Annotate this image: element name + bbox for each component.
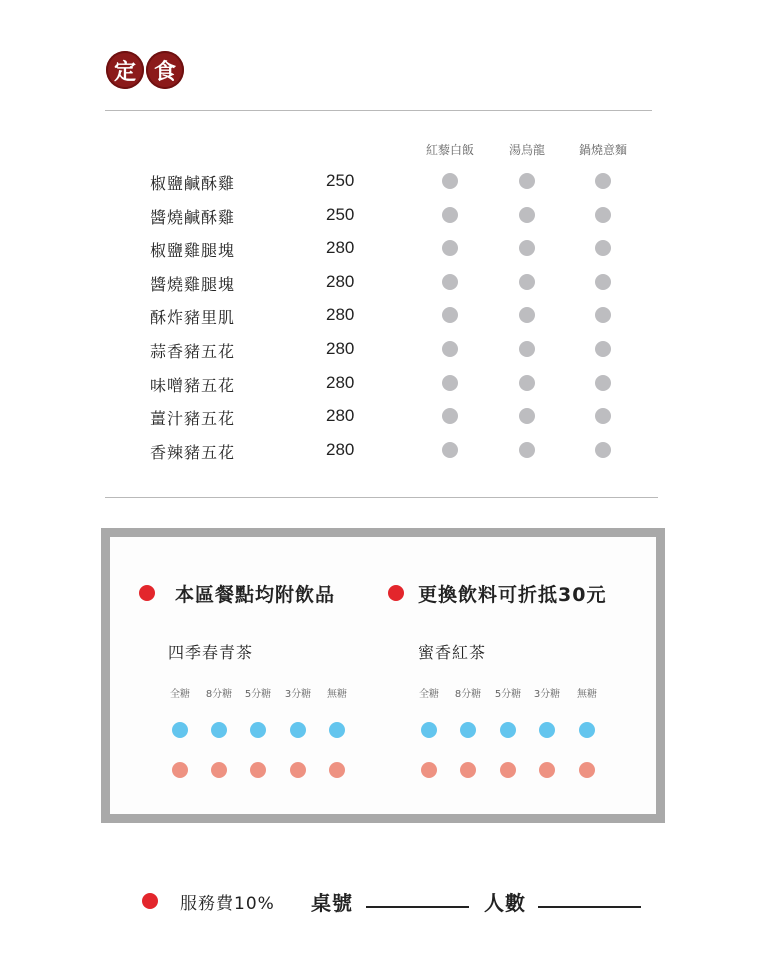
- badge-ding: 定: [106, 51, 144, 89]
- ice-option-dot[interactable]: [329, 722, 345, 738]
- ice-option-dot[interactable]: [211, 722, 227, 738]
- hot-option-dot[interactable]: [539, 762, 555, 778]
- drink-change-note: 更換飲料可折抵30元: [418, 584, 607, 606]
- included-drink-note: 本區餐點均附飲品: [175, 584, 336, 606]
- option-dot[interactable]: [595, 408, 611, 424]
- drinks-box: [101, 528, 665, 823]
- sugar-label: 8分糖: [205, 689, 233, 700]
- divider-top: [105, 110, 652, 111]
- column-header-rice: 紅藜白飯: [425, 143, 474, 157]
- option-dot[interactable]: [595, 274, 611, 290]
- item-name: 醬燒鹹酥雞: [150, 208, 236, 227]
- table-number-label: 桌號: [311, 891, 353, 915]
- sugar-label: 5分糖: [244, 689, 272, 700]
- column-header-noodle: 鍋燒意麵: [578, 143, 627, 157]
- divider-middle: [105, 497, 658, 498]
- hot-option-dot[interactable]: [250, 762, 266, 778]
- option-dot[interactable]: [519, 207, 535, 223]
- sugar-label: 無糖: [327, 689, 347, 700]
- bullet-dot: [388, 585, 404, 601]
- column-header-udon: 湯烏龍: [508, 143, 545, 157]
- option-dot[interactable]: [442, 408, 458, 424]
- item-price: 280: [326, 406, 355, 425]
- hot-option-dot[interactable]: [500, 762, 516, 778]
- sugar-label: 無糖: [577, 689, 597, 700]
- item-name: 椒鹽鹹酥雞: [150, 174, 236, 193]
- hot-option-dot[interactable]: [172, 762, 188, 778]
- hot-option-dot[interactable]: [421, 762, 437, 778]
- option-dot[interactable]: [442, 375, 458, 391]
- ice-option-dot[interactable]: [539, 722, 555, 738]
- item-name: 椒鹽雞腿塊: [150, 241, 236, 260]
- item-name: 薑汁豬五花: [150, 409, 236, 428]
- option-dot[interactable]: [519, 274, 535, 290]
- item-price: 250: [326, 205, 355, 224]
- item-name: 醬燒雞腿塊: [150, 275, 236, 294]
- item-price: 280: [326, 339, 355, 358]
- sugar-label: 3分糖: [284, 689, 312, 700]
- sugar-label: 5分糖: [494, 689, 522, 700]
- option-dot[interactable]: [519, 173, 535, 189]
- option-dot[interactable]: [595, 307, 611, 323]
- sugar-label: 全糖: [419, 689, 439, 700]
- service-charge-note: 服務費10%: [180, 894, 275, 914]
- party-size-label: 人數: [484, 891, 526, 915]
- ice-option-dot[interactable]: [460, 722, 476, 738]
- option-dot[interactable]: [519, 375, 535, 391]
- option-dot[interactable]: [595, 375, 611, 391]
- item-price: 280: [326, 373, 355, 392]
- option-dot[interactable]: [595, 207, 611, 223]
- option-dot[interactable]: [442, 341, 458, 357]
- option-dot[interactable]: [442, 274, 458, 290]
- tea-name-black: 蜜香紅茶: [418, 643, 487, 662]
- item-price: 280: [326, 440, 355, 459]
- hot-option-dot[interactable]: [329, 762, 345, 778]
- hot-option-dot[interactable]: [460, 762, 476, 778]
- ice-option-dot[interactable]: [172, 722, 188, 738]
- item-price: 280: [326, 305, 355, 324]
- item-name: 蒜香豬五花: [150, 342, 236, 361]
- sugar-label: 8分糖: [454, 689, 482, 700]
- badge-shi: 食: [146, 51, 184, 89]
- sugar-label: 全糖: [170, 689, 190, 700]
- table-number-blank[interactable]: [366, 906, 469, 908]
- item-price: 280: [326, 272, 355, 291]
- option-dot[interactable]: [595, 240, 611, 256]
- option-dot[interactable]: [442, 307, 458, 323]
- option-dot[interactable]: [442, 207, 458, 223]
- ice-option-dot[interactable]: [421, 722, 437, 738]
- option-dot[interactable]: [519, 341, 535, 357]
- hot-option-dot[interactable]: [290, 762, 306, 778]
- item-name: 香辣豬五花: [150, 443, 236, 462]
- bullet-dot: [142, 893, 158, 909]
- item-name: 酥炸豬里肌: [150, 308, 236, 327]
- option-dot[interactable]: [519, 307, 535, 323]
- party-size-blank[interactable]: [538, 906, 641, 908]
- ice-option-dot[interactable]: [500, 722, 516, 738]
- item-name: 味噌豬五花: [150, 376, 236, 395]
- option-dot[interactable]: [595, 442, 611, 458]
- hot-option-dot[interactable]: [579, 762, 595, 778]
- option-dot[interactable]: [519, 442, 535, 458]
- option-dot[interactable]: [442, 442, 458, 458]
- option-dot[interactable]: [519, 240, 535, 256]
- item-price: 280: [326, 238, 355, 257]
- option-dot[interactable]: [442, 240, 458, 256]
- option-dot[interactable]: [595, 341, 611, 357]
- sugar-label: 3分糖: [533, 689, 561, 700]
- option-dot[interactable]: [519, 408, 535, 424]
- ice-option-dot[interactable]: [579, 722, 595, 738]
- ice-option-dot[interactable]: [250, 722, 266, 738]
- item-price: 250: [326, 171, 355, 190]
- option-dot[interactable]: [442, 173, 458, 189]
- tea-name-green: 四季春青茶: [168, 643, 254, 662]
- option-dot[interactable]: [595, 173, 611, 189]
- ice-option-dot[interactable]: [290, 722, 306, 738]
- hot-option-dot[interactable]: [211, 762, 227, 778]
- bullet-dot: [139, 585, 155, 601]
